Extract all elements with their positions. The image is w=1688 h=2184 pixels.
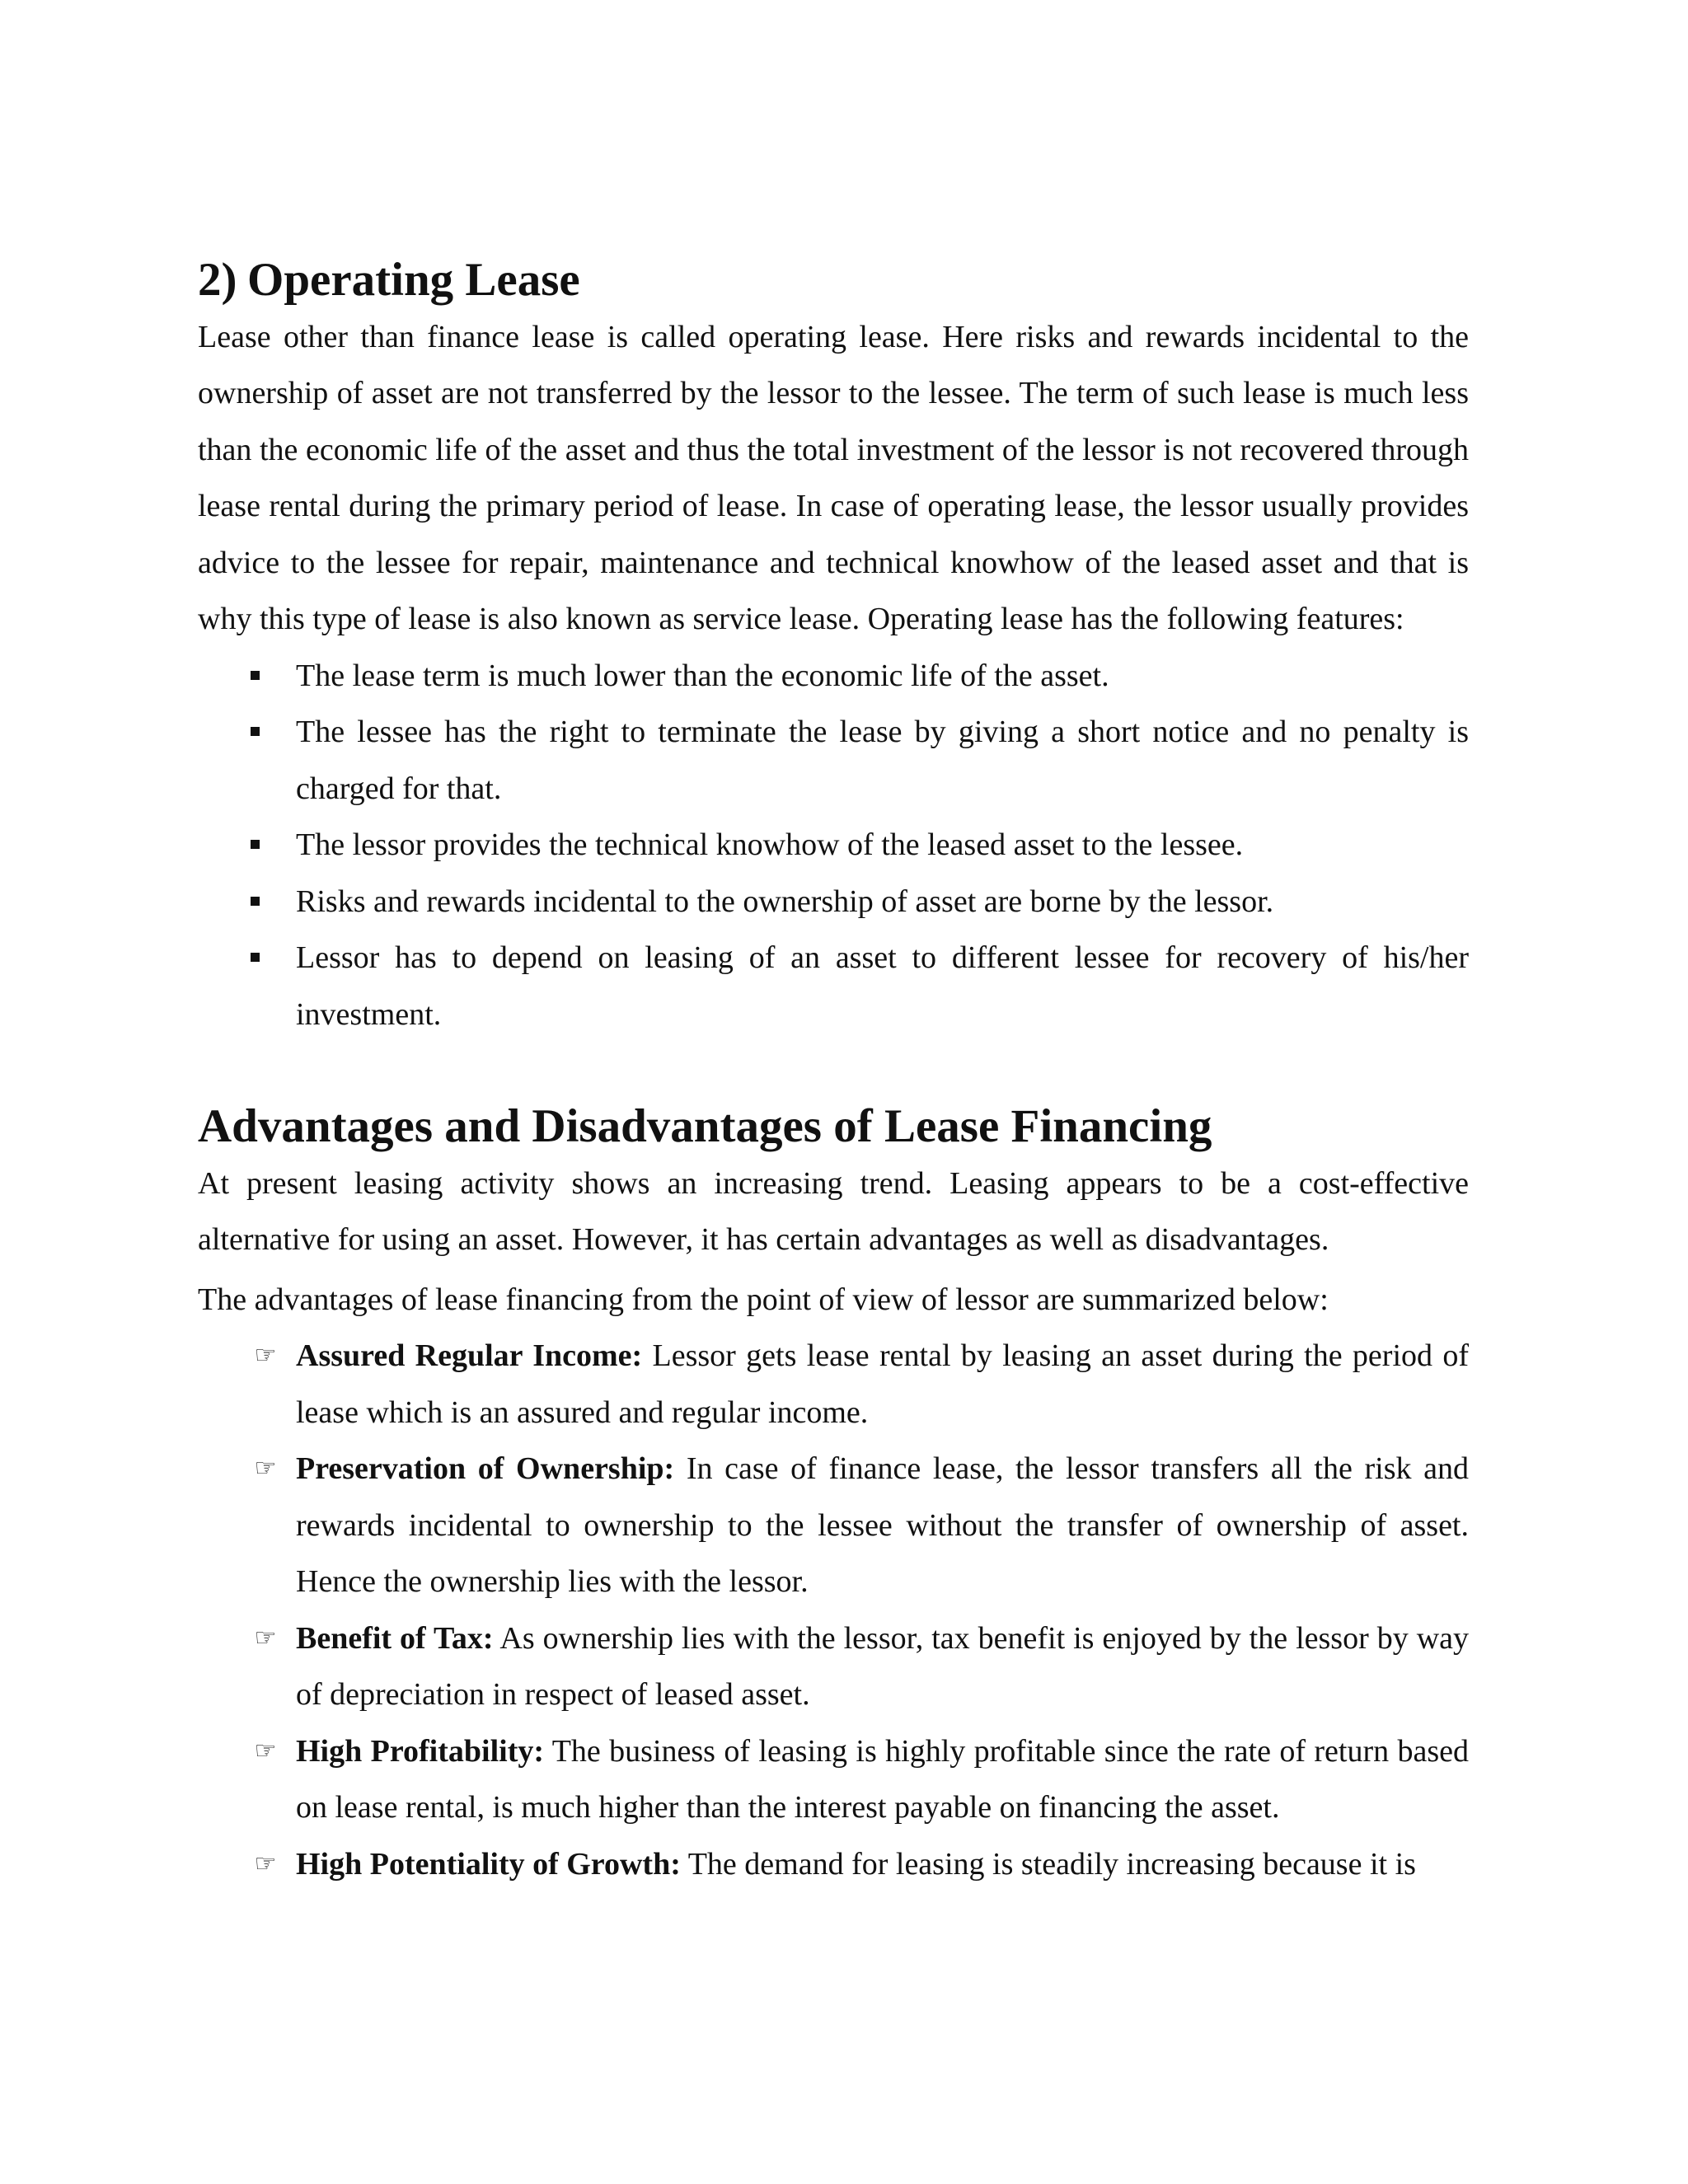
- list-item: [198, 1328, 1469, 1441]
- feature-text: The lessor provides the technical knowhow of the leased asset to the lessee.: [296, 827, 1244, 862]
- square-bullet-icon: [251, 953, 260, 962]
- advantage-text: The business of leasing is highly profitable since the rate of return based on lease rental, is much higher than the interest payable on financing the asset.: [296, 1733, 1469, 1825]
- advantages-intro: The advantages of lease financing from the point of view of lessor are summarized below:: [198, 1282, 1329, 1317]
- advantage-text: As ownership lies with the lessor, tax benefit is enjoyed by the lessor by way of depreciation in respect of leased asset.: [296, 1620, 1470, 1712]
- section-heading-advantages: Advantages and Disadvantages of Lease Financing: [198, 1100, 1212, 1152]
- advantage-text: Lessor gets lease rental by leasing an asset during the period of lease which is an assured and regular income.: [296, 1338, 1469, 1430]
- square-bullet-icon: [251, 840, 260, 849]
- feature-text: The lease term is much lower than the economic life of the asset.: [296, 658, 1109, 693]
- pointing-hand-icon: ☞: [254, 1849, 277, 1878]
- section-heading-operating-lease: [198, 252, 1469, 309]
- advantage-term: Preservation of Ownership:: [296, 1451, 675, 1486]
- operating-lease-features-list: [198, 648, 1469, 1043]
- section-spacer: [198, 1043, 1469, 1099]
- list-item: [198, 1610, 1469, 1723]
- advantage-term: Assured Regular Income:: [296, 1338, 643, 1373]
- list-item: [198, 1836, 1469, 1893]
- advantage-term: Benefit of Tax:: [296, 1620, 494, 1656]
- advantage-text: The demand for leasing is steadily increasing because it is: [687, 1846, 1416, 1882]
- section-title: Operating Lease: [247, 254, 580, 306]
- list-item: [198, 874, 1469, 930]
- advantage-term: High Profitability:: [296, 1733, 545, 1769]
- list-item: [198, 817, 1469, 874]
- pointing-hand-icon: ☞: [254, 1623, 277, 1652]
- pointing-hand-icon: ☞: [254, 1736, 277, 1765]
- advantage-term: High Potentiality of Growth:: [296, 1846, 681, 1882]
- list-item: [198, 1723, 1469, 1836]
- feature-text: Risks and rewards incidental to the ownership of asset are borne by the lessor.: [296, 883, 1274, 919]
- list-item: [198, 930, 1469, 1043]
- lessor-advantages-list: [198, 1328, 1469, 1892]
- list-item: [198, 648, 1469, 705]
- list-item: [198, 704, 1469, 817]
- pointing-hand-icon: ☞: [254, 1454, 277, 1483]
- square-bullet-icon: [251, 897, 260, 906]
- square-bullet-icon: [251, 727, 260, 736]
- list-item: [198, 1441, 1469, 1610]
- document-page: [198, 252, 1469, 1892]
- advantages-paragraph: At present leasing activity shows an increasing trend. Leasing appears to be a cost-effective alternative for using an asset. However, it has certain advantages as well as disadvantages.: [198, 1165, 1469, 1257]
- operating-lease-paragraph: Lease other than finance lease is called operating lease. Here risks and rewards incidental to the ownership of asset are not transferred by the lessor to the lessee. The term of such lease is much less than the economic life of the asset and thus the total investment of the lessor is not recovered through lease rental during the primary period of lease. In case of operating lease, the lessor usually provides advice to the lessee for repair, maintenance and technical knowhow of the leased asset and that is why this type of lease is also known as service lease. Operating lease has the following features:: [198, 319, 1469, 636]
- feature-text: Lessor has to depend on leasing of an asset to different lessee for recovery of his/her investment.: [296, 940, 1469, 1032]
- square-bullet-icon: [251, 671, 260, 680]
- section-number: 2): [198, 254, 237, 306]
- advantage-text: In case of finance lease, the lessor transfers all the risk and rewards incidental to ownership to the lessee without the transfer of ownership of asset. Hence the ownership lies with the lessor.: [296, 1451, 1469, 1599]
- pointing-hand-icon: ☞: [254, 1341, 277, 1370]
- feature-text: The lessee has the right to terminate the lease by giving a short notice and no penalty is charged for that.: [296, 715, 1469, 806]
